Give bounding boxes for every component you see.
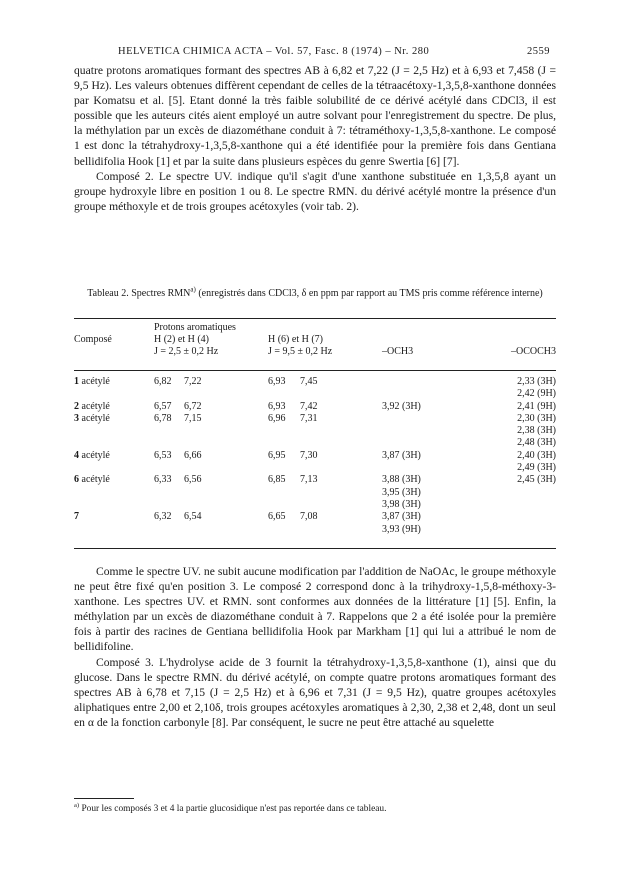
row-ococh3-value: 2,30 (3H) (517, 412, 556, 424)
row-h2: 6,57 (154, 400, 172, 412)
row-och3-value: 3,87 (3H) (382, 449, 421, 461)
table-header-rule (74, 370, 556, 371)
paragraph-3: Comme le spectre UV. ne subit aucune modification par l'addition de NaOAc, le groupe méthoxyle ne peut être fixé qu'en position 3. Le composé 2 correspond donc à la trihydroxy-1,5,8-méthoxy-3-xanthone. Les spectres UV. et RMN. sont conformes aux données de la littérature [1] [5]. Enfin, la méthylation par un excès de diazométhane conduit à 7. Rappelons que 2 a été isolée pour la première fois à partir des racines de Gentiana bellidifolia Hook par Markham [1] qui lui a attribué le nom de bellidifoline. (74, 565, 556, 654)
row-compound-label: acétylé (81, 400, 110, 412)
row-compound-label: acétylé (81, 376, 110, 387)
row-h7: 7,08 (300, 511, 318, 523)
table-bottom-rule (74, 548, 556, 549)
header-h6h7-j: J = 9,5 ± 0,2 Hz (268, 346, 333, 357)
row-h7: 7,13 (300, 474, 318, 486)
row-h6: 6,65 (268, 511, 286, 523)
footnote-rule (74, 798, 134, 799)
row-compound-label: acétylé (81, 449, 110, 461)
table-body (74, 376, 556, 546)
row-h2: 6,33 (154, 474, 172, 486)
row-ococh3-value: 2,45 (3H) (517, 474, 556, 486)
row-compound-number: 2 (74, 400, 79, 412)
row-h2: 6,53 (154, 449, 172, 461)
row-compound-number: 4 (74, 449, 79, 461)
row-compound-label: acétylé (81, 412, 110, 424)
row-och3-value: 3,98 (3H) (382, 498, 421, 510)
row-compound-number: 1 (74, 376, 79, 387)
paragraph-4: Composé 3. L'hydrolyse acide de 3 fournit la tétrahydroxy-1,3,5,8-xanthone (1), ainsi que du glucose. Dans le spectre RMN. du dérivé acétylé, on compte quatre protons aromatiques formant des spectres AB à 6,78 et 7,15 (J = 2,5 Hz) et à 6,96 et 7,31 (J = 9,5 Hz), quatre groupes acétoxyles aliphatiques entre 2,00 et 2,10δ, trois groupes acétoxyles aromatiques à 2,30, 2,38 et 2,48, dont un seul en α de la fonction carbonyle [8]. Par conséquent, le sucre ne peut être attaché au squelette (74, 655, 556, 729)
row-ococh3-value: 2,41 (9H) (517, 400, 556, 412)
row-h6: 6,95 (268, 449, 286, 461)
row-h4: 6,54 (184, 511, 202, 523)
row-ococh3-value: 2,40 (3H) (517, 449, 556, 461)
body-text-top (74, 63, 556, 214)
header-h6h7: H (6) et H (7) (268, 334, 323, 345)
page-number: 2559 (527, 46, 550, 57)
row-och3-value: 3,88 (3H) (382, 474, 421, 486)
paragraph-1: quatre protons aromatiques formant des spectres AB à 6,82 et 7,22 (J = 2,5 Hz) et à 6,93 et 7,458 (J = 9,5 Hz). Les valeurs obtenues diffèrent cependant de celles de la tétraacétoxy-1,3,5,8-xanthone données par Komatsu et al. [5]. Etant donné la très faible solubilité de ce dérivé acétylé dans CDCl3, il est possible que les auteurs cités aient employé un autre solvant pour l'enregistrement du spectre. De plus, la méthylation par un excès de diazométhane conduit à 7: tétraméthoxy-1,3,5,8-xanthone. Le composé 1 est donc la tétrahydroxy-1,3,5,8-xanthone qui a été identifiée pour la première fois dans Gentiana bellidifolia Hook [1] et par la suite dans plusieurs espèces du genre Swertia [6] [7]. (74, 64, 556, 168)
header-ococh3: –OCOCH3 (510, 346, 556, 357)
header-h2h4: H (2) et H (4) (154, 334, 209, 345)
row-compound-number: 7 (74, 511, 79, 523)
row-h2: 6,82 (154, 376, 172, 387)
row-compound-number: 3 (74, 412, 79, 424)
row-h6: 6,93 (268, 376, 286, 387)
row-h6: 6,96 (268, 412, 286, 424)
row-h4: 7,22 (184, 376, 202, 387)
header-compose: Composé (74, 334, 112, 345)
footnote-text: Pour les composés 3 et 4 la partie glucosidique n'est pas reportée dans ce tableau. (81, 804, 387, 814)
row-h2: 6,78 (154, 412, 172, 424)
body-text-bottom (74, 564, 556, 730)
table-caption-footnote-mark: a) (190, 285, 196, 294)
row-och3-value: 3,95 (3H) (382, 486, 421, 498)
row-ococh3-value: 2,33 (3H) (517, 376, 556, 387)
row-och3-value: 3,92 (3H) (382, 400, 421, 412)
table-caption (74, 287, 556, 300)
row-och3-value: 3,93 (9H) (382, 523, 421, 535)
header-h2h4-j: J = 2,5 ± 0,2 Hz (154, 346, 219, 357)
table-caption-label: Tableau 2. Spectres RMN (87, 288, 191, 299)
row-ococh3-value: 2,48 (3H) (517, 437, 556, 449)
row-h4: 6,72 (184, 400, 202, 412)
row-h7: 7,45 (300, 376, 318, 387)
row-ococh3-value: 2,42 (9H) (517, 388, 556, 400)
row-h4: 6,66 (184, 449, 202, 461)
row-h4: 6,56 (184, 474, 202, 486)
header-protons-title: Protons aromatiques (154, 322, 236, 333)
table-header (74, 322, 556, 370)
table-caption-rest: (enregistrés dans CDCl3, δ en ppm par rapport au TMS pris comme référence interne) (198, 288, 543, 299)
row-compound-number: 6 (74, 474, 79, 486)
header-och3: –OCH3 (382, 346, 414, 357)
row-ococh3-value: 2,38 (3H) (517, 425, 556, 437)
paragraph-2: Composé 2. Le spectre UV. indique qu'il s'agit d'une xanthone substituée en 1,3,5,8 ayant un groupe hydroxyle libre en position 1 ou 8. Le spectre RMN. du dérivé acétylé montre la présence d'un groupe méthoxyle et de trois groupes acétoxyles (voir tab. 2). (74, 169, 556, 213)
row-h6: 6,85 (268, 474, 286, 486)
row-h4: 7,15 (184, 412, 202, 424)
row-h7: 7,31 (300, 412, 318, 424)
row-och3-value: 3,87 (3H) (382, 511, 421, 523)
row-h7: 7,42 (300, 400, 318, 412)
row-compound-label: acétylé (81, 474, 110, 486)
row-h6: 6,93 (268, 400, 286, 412)
footnote-mark: a) (74, 801, 80, 809)
row-h2: 6,32 (154, 511, 172, 523)
table-top-rule (74, 318, 556, 319)
row-ococh3-value: 2,49 (3H) (517, 462, 556, 474)
row-h7: 7,30 (300, 449, 318, 461)
journal-header: HELVETICA CHIMICA ACTA – Vol. 57, Fasc. 8 (1974) – Nr. 280 (118, 46, 430, 57)
footnote (74, 801, 556, 814)
